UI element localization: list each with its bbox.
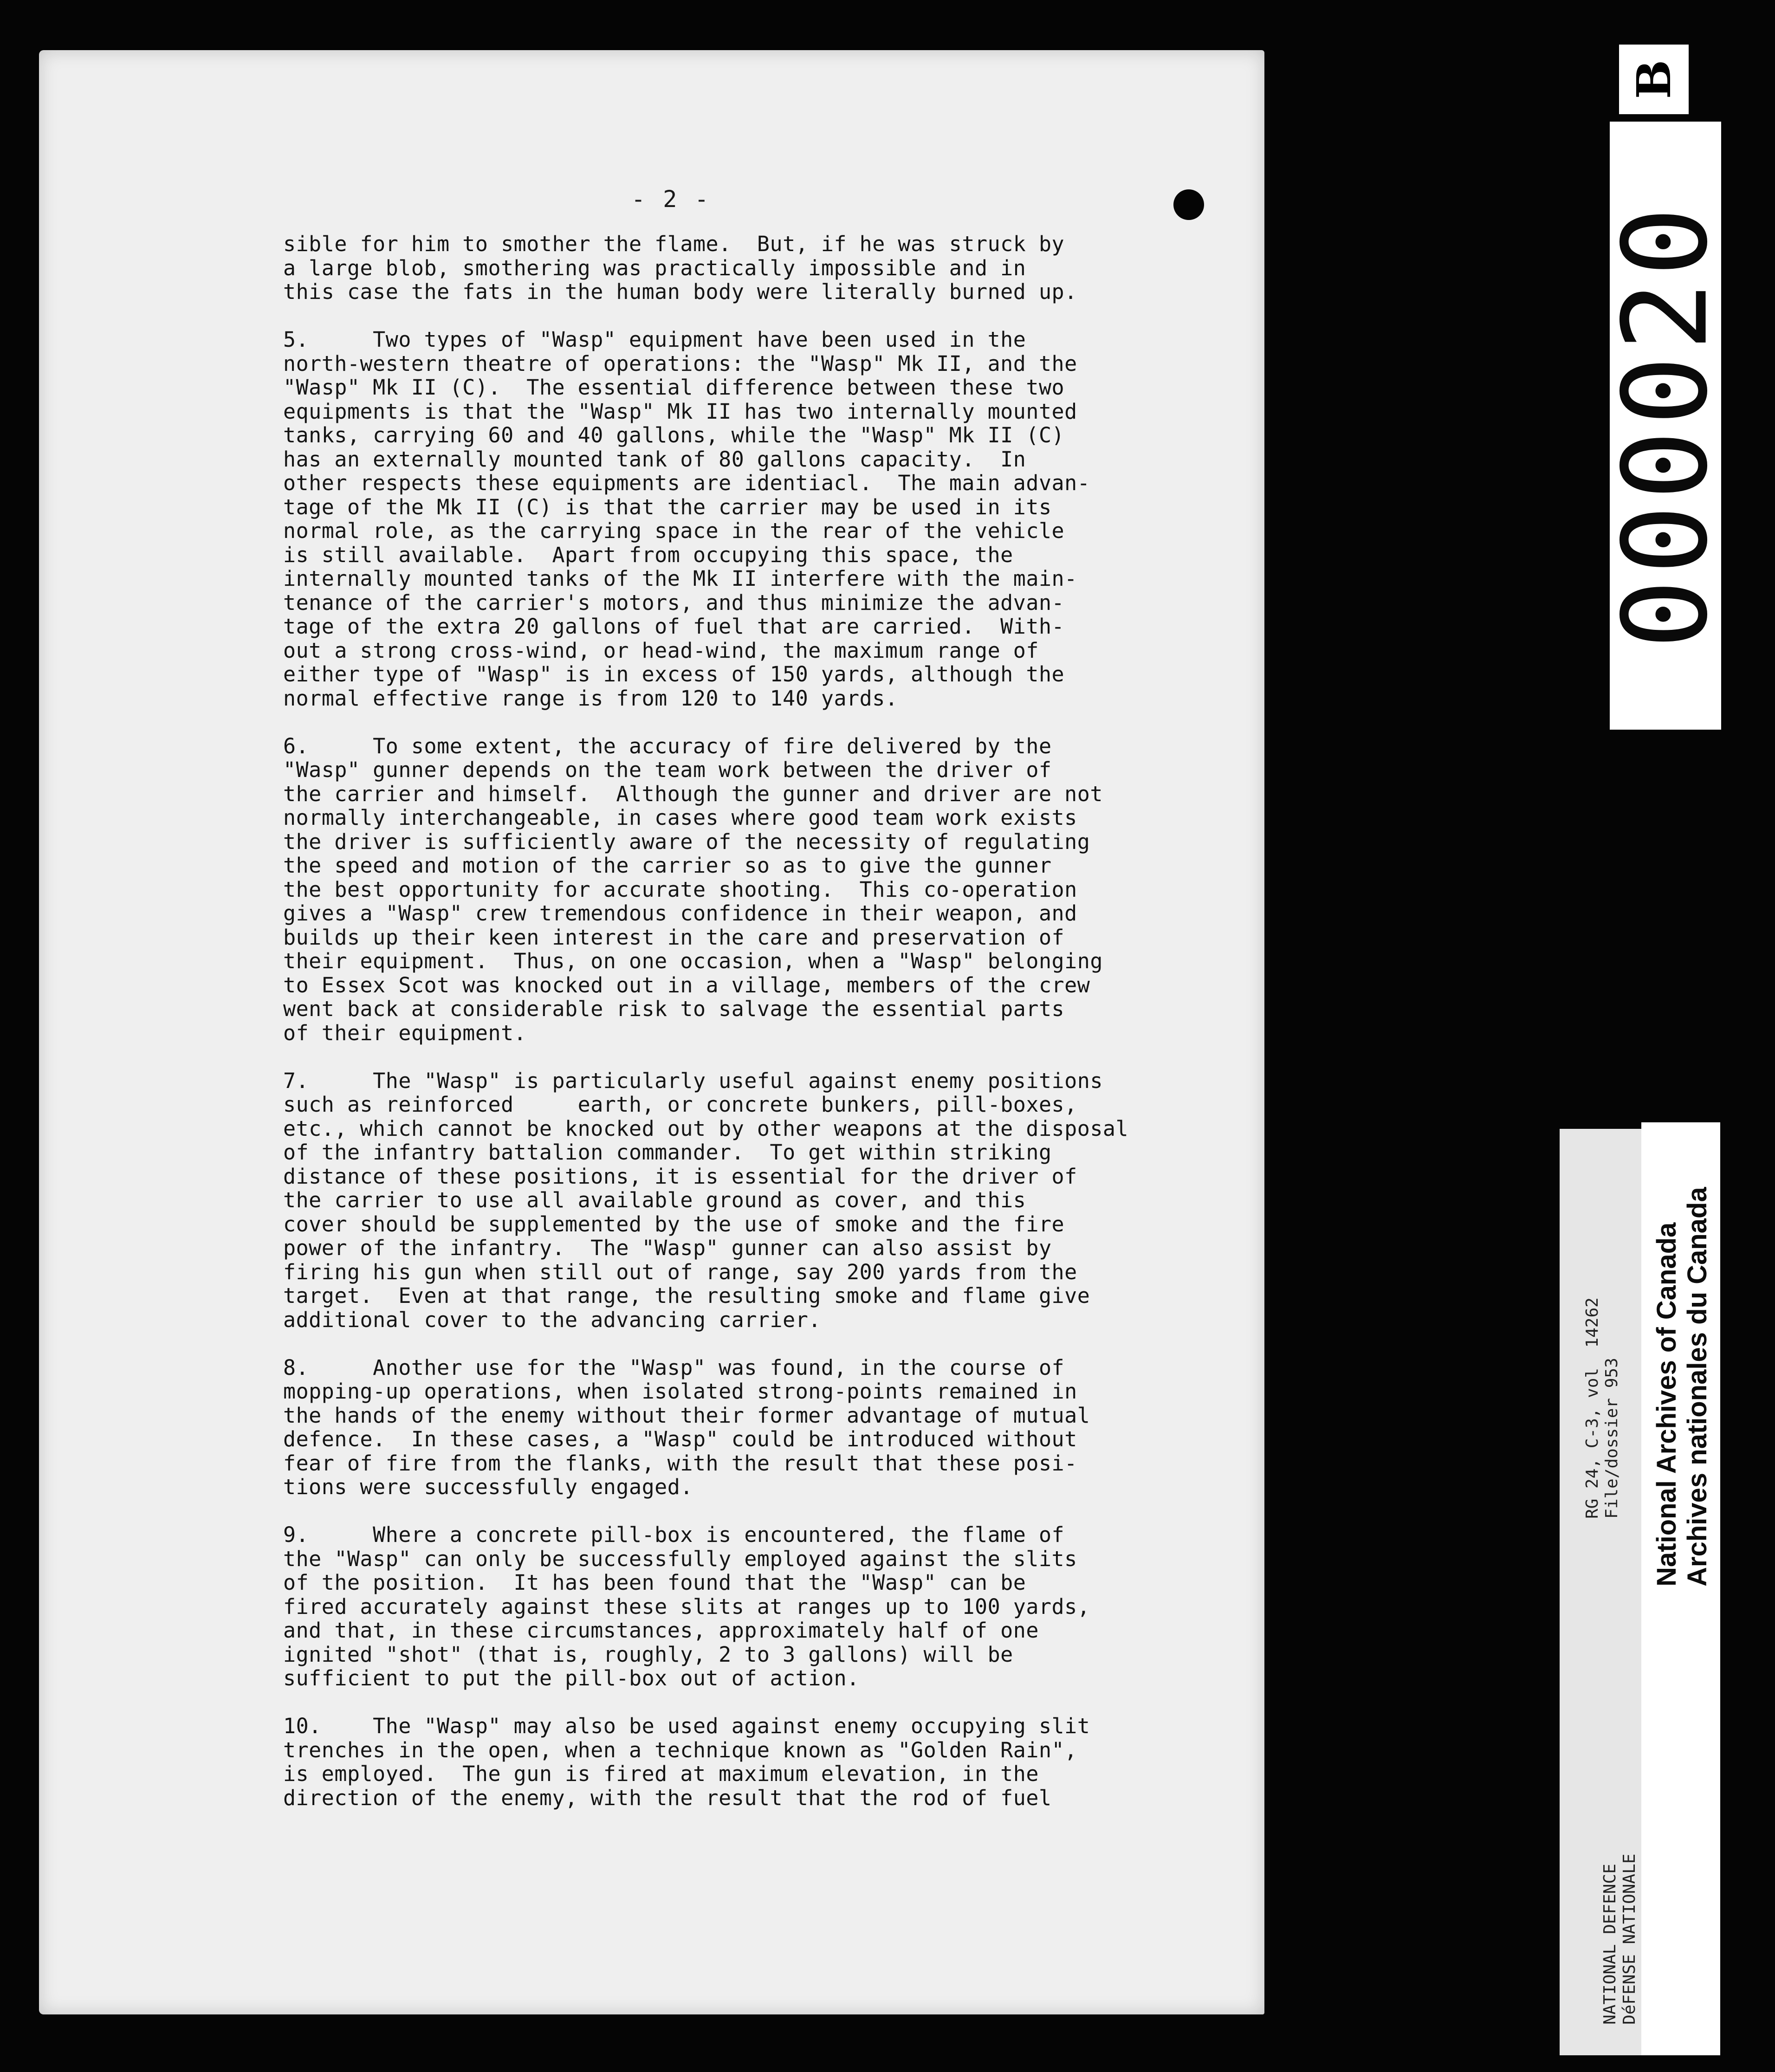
text-line: such as reinforced earth, or concrete bunkers, pill-boxes,: [283, 1092, 1077, 1117]
paragraph-gap: [283, 1332, 1249, 1356]
national-archives-block: [1652, 1122, 1713, 1586]
text-line: is still available. Apart from occupying this space, the: [283, 542, 1013, 567]
reference-line: RG 24, C-3, vol 14262: [1583, 1297, 1602, 1519]
text-line: mopping-up operations, when isolated strong-points remained in: [283, 1379, 1077, 1404]
paragraph-gap: [283, 1690, 1249, 1715]
text-line: the "Wasp" can only be successfully employed against the slits: [283, 1546, 1077, 1571]
department-block: [1600, 1143, 1639, 2025]
text-line: tions were successfully engaged.: [283, 1475, 693, 1499]
national-archives-line: National Archives of Canada: [1652, 1222, 1682, 1586]
paragraph-gap: [283, 1045, 1249, 1069]
paragraph-gap: [283, 304, 1249, 328]
text-line: 6. To some extent, the accuracy of fire delivered by the: [283, 733, 1052, 758]
text-line: target. Even at that range, the resulting smoke and flame give: [283, 1283, 1090, 1308]
text-line: "Wasp" Mk II (C). The essential difference between these two: [283, 375, 1065, 400]
text-line: sible for him to smother the flame. But, if he was struck by: [283, 232, 1065, 256]
text-line: tage of the Mk II (C) is that the carrier may be used in its: [283, 494, 1052, 519]
text-line: the driver is sufficiently aware of the necessity of regulating: [283, 829, 1090, 854]
frame-letter: B: [1626, 59, 1681, 99]
text-line: 5. Two types of "Wasp" equipment have been used in the: [283, 327, 1026, 352]
department-line: DéFENSE NATIONALE: [1620, 1853, 1639, 2025]
text-line: the carrier and himself. Although the gunner and driver are not: [283, 781, 1103, 806]
text-line: normal effective range is from 120 to 140 yards.: [283, 686, 898, 711]
text-line: of their equipment.: [283, 1020, 527, 1045]
text-line: other respects these equipments are identiacl. The main advan-: [283, 471, 1090, 495]
text-line: north-western theatre of operations: the "Wasp" Mk II, and the: [283, 351, 1077, 376]
text-line: fired accurately against these slits at ranges up to 100 yards,: [283, 1594, 1090, 1619]
text-line: 10. The "Wasp" may also be used against enemy occupying slit: [283, 1714, 1090, 1738]
text-line: sufficient to put the pill-box out of action.: [283, 1666, 860, 1690]
text-line: defence. In these cases, a "Wasp" could be introduced without: [283, 1427, 1077, 1451]
text-line: either type of "Wasp" is in excess of 150 yards, although the: [283, 662, 1065, 686]
text-line: went back at considerable risk to salvage the essential parts: [283, 997, 1065, 1021]
text-line: cover should be supplemented by the use of smoke and the fire: [283, 1211, 1065, 1237]
text-line: to Essex Scot was knocked out in a village, members of the crew: [283, 972, 1090, 997]
frame-number: 000020: [1598, 202, 1733, 649]
page-number: - 2 -: [631, 186, 711, 213]
text-line: builds up their keen interest in the care and preservation of: [283, 925, 1065, 950]
text-line: normally interchangeable, in cases where good team work exists: [283, 805, 1077, 830]
text-line: and that, in these circumstances, approximately half of one: [283, 1618, 1039, 1643]
text-line: out a strong cross-wind, or head-wind, the maximum range of: [283, 638, 1039, 663]
text-line: gives a "Wasp" crew tremendous confidence in their weapon, and: [283, 901, 1077, 926]
text-line: this case the fats in the human body were literally burned up.: [283, 279, 1077, 304]
text-line: of the infantry battalion commander. To get within striking: [283, 1140, 1052, 1165]
text-line: etc., which cannot be knocked out by other weapons at the disposal: [283, 1116, 1129, 1141]
paragraph-gap: [283, 710, 1249, 734]
text-line: ignited "shot" (that is, roughly, 2 to 3 gallons) will be: [283, 1642, 1013, 1667]
text-line: trenches in the open, when a technique known as "Golden Rain",: [283, 1737, 1077, 1762]
text-line: fear of fire from the flanks, with the result that these posi-: [283, 1450, 1077, 1476]
text-line: of the position. It has been found that the "Wasp" can be: [283, 1570, 1026, 1595]
text-line: firing his gun when still out of range, say 200 yards from the: [283, 1259, 1077, 1284]
reference-line: File/dossier 953: [1602, 1358, 1621, 1519]
text-line: internally mounted tanks of the Mk II interfere with the main-: [283, 566, 1077, 591]
text-line: normal role, as the carrying space in the rear of the vehicle: [283, 518, 1065, 543]
frame-number-strip: [1598, 122, 1733, 730]
text-line: direction of the enemy, with the result that the rod of fuel: [283, 1785, 1052, 1810]
text-line: 8. Another use for the "Wasp" was found, in the course of: [283, 1355, 1065, 1380]
text-line: tage of the extra 20 gallons of fuel that are carried. With-: [283, 614, 1065, 639]
national-archives-line: Archives nationales du Canada: [1682, 1187, 1712, 1586]
text-line: 9. Where a concrete pill-box is encountered, the flame of: [283, 1522, 1065, 1547]
department-line: NATIONAL DEFENCE: [1600, 1864, 1620, 2025]
text-line: the carrier to use all available ground as cover, and this: [283, 1188, 1026, 1212]
text-line: the speed and motion of the carrier so as to give the gunner: [283, 853, 1052, 878]
text-line: the best opportunity for accurate shooting. This co-operation: [283, 877, 1077, 902]
text-line: is employed. The gun is fired at maximum elevation, in the: [283, 1761, 1039, 1786]
text-line: tanks, carrying 60 and 40 gallons, while the "Wasp" Mk II (C): [283, 423, 1065, 447]
text-line: tenance of the carrier's motors, and thus minimize the advan-: [283, 590, 1065, 615]
frame-letter-label: [1619, 45, 1689, 114]
text-line: equipments is that the "Wasp" Mk II has two internally mounted: [283, 399, 1077, 424]
text-line: distance of these positions, it is essential for the driver of: [283, 1164, 1077, 1189]
document-body: [283, 232, 1249, 1810]
national-archives-label: [1641, 1122, 1720, 2055]
text-line: has an externally mounted tank of 80 gallons capacity. In: [283, 447, 1026, 472]
paragraph-gap: [283, 1499, 1249, 1523]
text-line: 7. The "Wasp" is particularly useful against enemy positions: [283, 1068, 1103, 1093]
text-line: the hands of the enemy without their former advantage of mutual: [283, 1403, 1090, 1428]
text-line: power of the infantry. The "Wasp" gunner can also assist by: [283, 1236, 1052, 1260]
archive-reference-label: [1560, 1129, 1641, 2055]
text-line: a large blob, smothering was practically impossible and in: [283, 255, 1026, 280]
text-line: their equipment. Thus, on one occasion, when a "Wasp" belonging: [283, 949, 1103, 973]
text-line: additional cover to the advancing carrier.: [283, 1307, 821, 1332]
text-line: "Wasp" gunner depends on the team work between the driver of: [283, 758, 1052, 782]
punch-hole: [1173, 189, 1204, 220]
